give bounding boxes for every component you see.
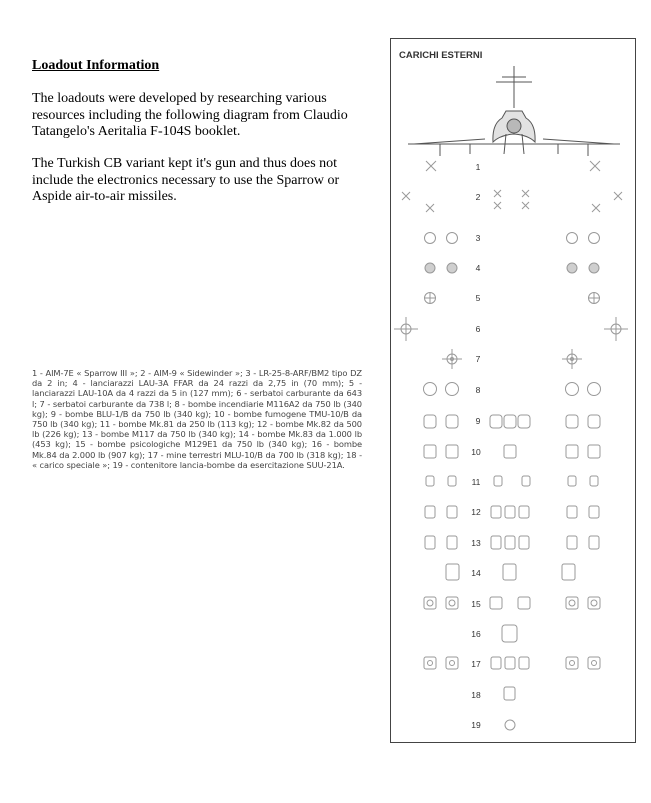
station-number: 16 bbox=[471, 629, 481, 639]
station-number: 15 bbox=[471, 599, 481, 609]
station-number: 8 bbox=[475, 385, 481, 395]
station-number: 10 bbox=[471, 447, 481, 457]
station-number: 9 bbox=[475, 416, 481, 426]
station-number: 3 bbox=[475, 233, 481, 243]
station-number: 19 bbox=[471, 720, 481, 730]
station-number: 18 bbox=[471, 690, 481, 700]
stores-legend: 1 - AIM-7E « Sparrow III »; 2 - AIM-9 « Sidewinder »; 3 - LR-25-8-ARF/BM2 tipo DZ da 2 in; 4 - lanciarazzi LAU-3A FFAR da 24 razzi da 2,75 in (70 mm); 5 - lanciarazzi LAU-10A da 4 razzi da 5 in (127 mm); 6 - serbatoi carburante da 643 l; 7 - serbatoi carburante da 738 l; 8 - bombe incendiarie M116A2 da 750 lb (340 kg); 9 - bombe BLU-1/B da 750 lb (340 kg); 10 - bombe fumogene TMU-10/B da 750 lb (340 kg); 11 - bombe Mk.81 da 250 lb (113 kg); 12 - bombe Mk.82 da 500 lb (226 kg); 13 - bombe M117 da 750 lb (340 kg); 14 - bombe Mk.83 da 1.000 lb (453 kg); 15 - bombe psicologiche M129E1 da 750 lb (340 kg); 16 - bombe Mk.84 da 2.000 lb (907 kg); 17 - mine terrestri MLU-10/B da 700 lb (318 kg); 18 - « carico speciale »; 19 - contenitore lancia-bombe da esercitazione SUU-21A. bbox=[32, 368, 362, 470]
external-stores-diagram bbox=[390, 38, 636, 743]
station-number: 4 bbox=[475, 263, 481, 273]
station-number: 13 bbox=[471, 538, 481, 548]
intro-paragraph: The loadouts were developed by researching various resources including the following diagram from Claudio Tatangelo's Aeritalia F-104S booklet. bbox=[32, 91, 348, 139]
station-number: 2 bbox=[475, 192, 481, 202]
station-number: 11 bbox=[471, 477, 481, 487]
station-number: 17 bbox=[471, 659, 481, 669]
diagram-title: CARICHI ESTERNI bbox=[399, 50, 483, 61]
station-number: 5 bbox=[475, 293, 481, 303]
turkish-variant-paragraph: The Turkish CB variant kept it's gun and thus does not include the electronics necessary to use the Sparrow or Aspide air-to-air missiles. bbox=[32, 156, 340, 204]
station-number: 12 bbox=[471, 507, 481, 517]
station-number: 1 bbox=[475, 162, 481, 172]
station-number: 7 bbox=[475, 354, 481, 364]
station-number: 6 bbox=[475, 324, 481, 334]
loadout-heading: Loadout Information bbox=[32, 58, 160, 73]
station-number: 14 bbox=[471, 568, 481, 578]
